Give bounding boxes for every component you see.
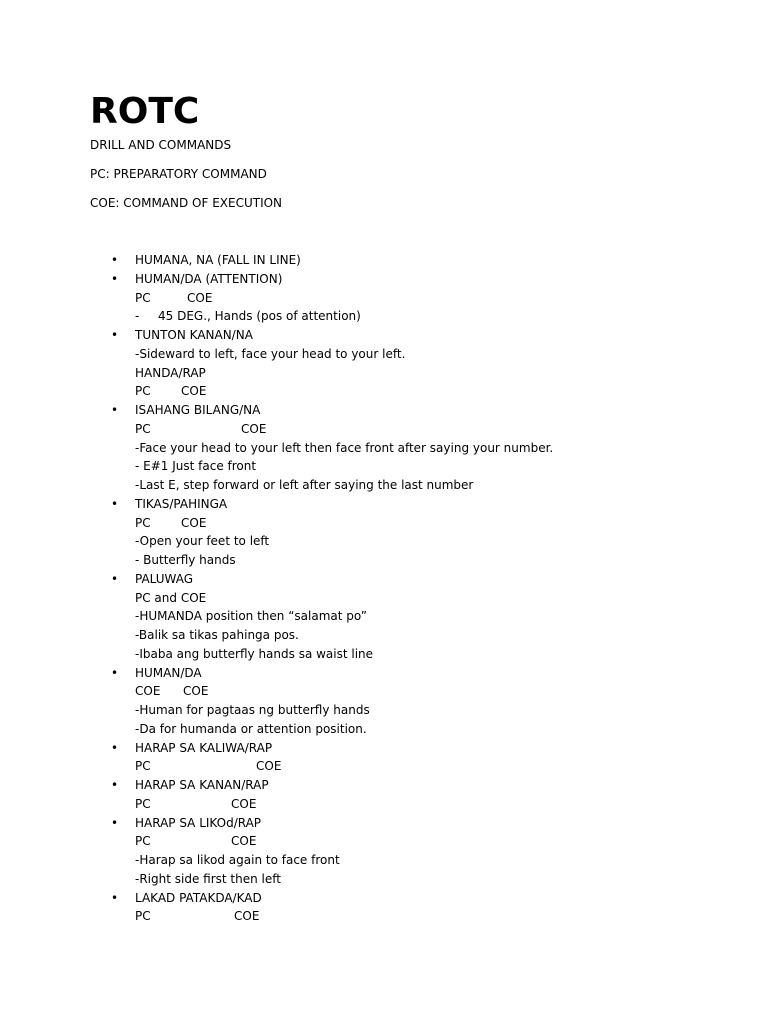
list-item bbox=[0, 251, 768, 270]
note-line bbox=[0, 364, 768, 383]
bullet-icon: • bbox=[111, 890, 119, 905]
note-text: -Sideward to left, face your head to your left. bbox=[135, 346, 406, 361]
command-heading bbox=[0, 814, 768, 833]
command-heading-text: ISAHANG BILANG/NA bbox=[135, 403, 261, 417]
command-heading-text: TIKAS/PAHINGA bbox=[135, 496, 228, 511]
pc-coe-row bbox=[0, 420, 768, 439]
pc-coe-row bbox=[0, 382, 768, 401]
list-item bbox=[0, 495, 768, 570]
note-text: -Ibaba ang butterfly hands sa waist line bbox=[135, 646, 374, 661]
pc-label: PC bbox=[135, 290, 151, 305]
note-text: - E#1 Just face front bbox=[135, 459, 257, 474]
pc-coe-row bbox=[0, 289, 768, 308]
pc-label: PC bbox=[135, 834, 151, 849]
pc-coe-row bbox=[0, 907, 768, 926]
note-line bbox=[0, 476, 768, 495]
coe-label: COE bbox=[231, 834, 257, 849]
pc-label: PC bbox=[135, 909, 151, 924]
bullet-icon: • bbox=[111, 271, 119, 286]
pc-coe-row bbox=[0, 795, 768, 814]
command-heading-text: PALUWAG bbox=[135, 571, 194, 586]
command-heading bbox=[0, 270, 768, 289]
note-text: -Last E, step forward or left after saying the last number bbox=[135, 478, 474, 492]
coe-label: COE bbox=[256, 759, 282, 774]
command-heading bbox=[0, 251, 768, 270]
note-line bbox=[0, 720, 768, 739]
coe-label: COE bbox=[181, 384, 207, 399]
coe-label: COE bbox=[241, 421, 267, 436]
bullet-icon: • bbox=[111, 403, 119, 417]
command-heading-text: HUMAN/DA bbox=[135, 665, 202, 680]
command-heading-text: HUMANA, NA (FALL IN LINE) bbox=[135, 253, 301, 267]
command-heading bbox=[0, 326, 768, 345]
coe-label: COE bbox=[234, 909, 260, 924]
command-heading-text: HARAP SA LIKOd/RAP bbox=[135, 815, 262, 830]
pc-label: PC bbox=[135, 759, 151, 774]
note-text: -Balik sa tikas pahinga pos. bbox=[135, 628, 299, 642]
note-text: -Harap sa likod again to face front bbox=[135, 853, 340, 867]
list-item bbox=[0, 270, 768, 326]
note-line bbox=[0, 645, 768, 664]
pc-label: PC bbox=[135, 796, 151, 811]
intro-coe-definition: COE: COMMAND OF EXECUTION bbox=[90, 196, 283, 210]
list-item bbox=[0, 776, 768, 814]
list-item bbox=[0, 570, 768, 664]
bullet-icon: • bbox=[111, 253, 119, 267]
list-item bbox=[0, 814, 768, 889]
pc-label: PC bbox=[135, 421, 151, 436]
list-item bbox=[0, 401, 768, 495]
list-item bbox=[0, 739, 768, 777]
intro-drill-and-commands: DRILL AND COMMANDS bbox=[90, 138, 232, 152]
note-line bbox=[0, 701, 768, 720]
list-item bbox=[0, 326, 768, 401]
note-line bbox=[0, 345, 768, 364]
note-line bbox=[0, 607, 768, 626]
command-heading-text: HARAP SA KANAN/RAP bbox=[135, 778, 269, 792]
dash-note-row bbox=[0, 307, 768, 326]
pc-label: PC bbox=[135, 515, 151, 530]
note-text: -HUMANDA position then “salamat po” bbox=[135, 609, 368, 624]
intro-pc-definition: PC: PREPARATORY COMMAND bbox=[90, 167, 267, 181]
pc-coe-row bbox=[0, 832, 768, 851]
bullet-icon: • bbox=[111, 496, 119, 511]
note-text: -Open your feet to left bbox=[135, 534, 270, 549]
command-heading-text: HARAP SA KALIWA/RAP bbox=[135, 740, 273, 755]
bullet-icon: • bbox=[111, 665, 119, 680]
command-list bbox=[0, 251, 768, 926]
pc-label: COE bbox=[135, 684, 161, 699]
command-heading bbox=[0, 889, 768, 908]
coe-label: COE bbox=[183, 684, 209, 699]
bullet-icon: • bbox=[111, 328, 119, 342]
bullet-icon: • bbox=[111, 571, 119, 586]
command-heading bbox=[0, 739, 768, 758]
list-item bbox=[0, 889, 768, 927]
pc-coe-row bbox=[0, 514, 768, 533]
list-item bbox=[0, 664, 768, 739]
note-line bbox=[0, 551, 768, 570]
note-line bbox=[0, 457, 768, 476]
command-heading bbox=[0, 776, 768, 795]
note-line bbox=[0, 532, 768, 551]
note-text: -Right side first then left bbox=[135, 871, 281, 886]
coe-label: COE bbox=[187, 290, 213, 305]
command-heading bbox=[0, 401, 768, 420]
dash-marker: - bbox=[135, 309, 140, 324]
note-line bbox=[0, 589, 768, 608]
note-line bbox=[0, 439, 768, 458]
pc-coe-row bbox=[0, 682, 768, 701]
note-text: -Face your head to your left then face front after saying your number. bbox=[135, 440, 554, 455]
note-text: -Human for pagtaas ng butterfly hands bbox=[135, 703, 370, 717]
note-text: - Butterfly hands bbox=[135, 553, 236, 567]
pc-coe-row bbox=[0, 757, 768, 776]
document-title: ROTC bbox=[90, 91, 200, 132]
command-heading bbox=[0, 495, 768, 514]
bullet-icon: • bbox=[111, 815, 119, 830]
pc-label: PC bbox=[135, 384, 151, 399]
note-line bbox=[0, 851, 768, 870]
command-heading bbox=[0, 664, 768, 683]
note-line bbox=[0, 870, 768, 889]
note-text: PC and COE bbox=[135, 590, 207, 605]
note-text: HANDA/RAP bbox=[135, 365, 206, 380]
coe-label: COE bbox=[231, 796, 257, 811]
command-heading-text: LAKAD PATAKDA/KAD bbox=[135, 890, 262, 905]
command-heading-text: HUMAN/DA (ATTENTION) bbox=[135, 271, 283, 286]
note-text: -Da for humanda or attention position. bbox=[135, 721, 367, 736]
coe-label: COE bbox=[181, 515, 207, 530]
bullet-icon: • bbox=[111, 778, 119, 792]
bullet-icon: • bbox=[111, 740, 119, 755]
note-line bbox=[0, 626, 768, 645]
command-heading bbox=[0, 570, 768, 589]
command-heading-text: TUNTON KANAN/NA bbox=[135, 328, 253, 342]
dash-note-text: 45 DEG., Hands (pos of attention) bbox=[158, 309, 361, 324]
